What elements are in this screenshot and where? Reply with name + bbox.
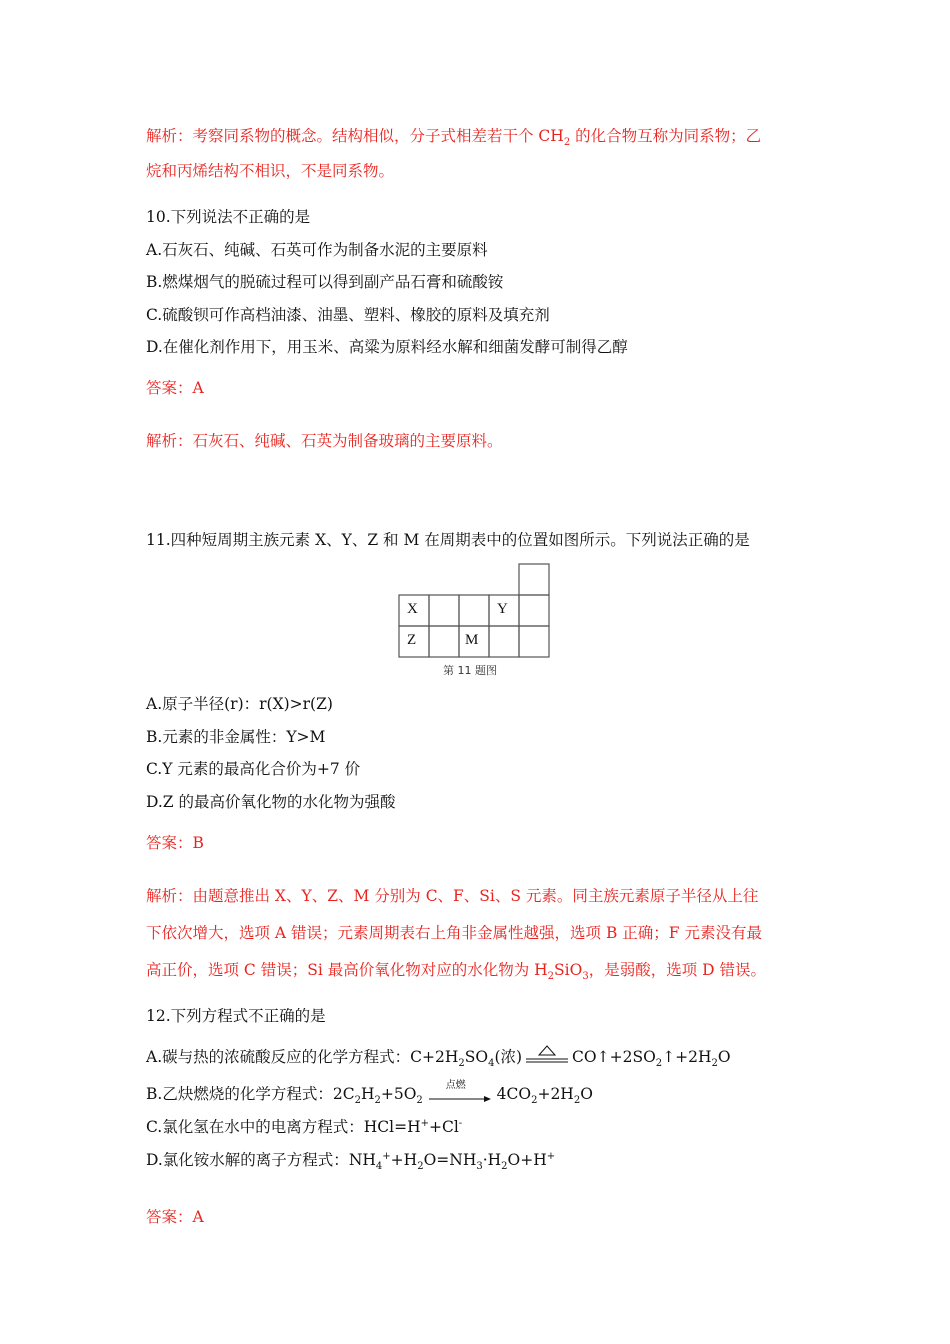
q10-answer: 答案：A xyxy=(146,379,204,397)
heat-triangle-icon xyxy=(522,1044,572,1066)
q9-analysis-text: 的化合物互称为同系物；乙 xyxy=(570,127,762,145)
q11-analysis-line2: 下依次增大，选项 A 错误；元素周期表右上角非金属性越强，选项 B 正确；F 元素没有最 xyxy=(146,924,762,942)
equation-b: $2C_2H_2+5O_2$ 点燃 $4CO_2+2H_2O$ xyxy=(332,1080,593,1107)
equation-d: $NH_4^++H_2O=NH_3\cdot H_2O+H^+$ xyxy=(348,1150,556,1173)
q11-answer: 答案：B xyxy=(146,834,204,852)
element-m-label: M xyxy=(465,632,479,648)
q9-analysis-line1 xyxy=(146,126,762,149)
periodic-table-figure xyxy=(397,563,553,683)
subscript: 2 xyxy=(563,137,571,149)
q10-option-d: D.在催化剂作用下，用玉米、高粱为原料经水解和细菌发酵可制得乙醇 xyxy=(146,338,628,356)
q10-option-a: A.石灰石、纯碱、石英可作为制备水泥的主要原料 xyxy=(146,241,488,259)
q9-analysis-line2: 烷和丙烯结构不相识，不是同系物。 xyxy=(146,162,395,180)
q12-answer: 答案：A xyxy=(146,1208,204,1226)
reaction-arrow-icon xyxy=(428,1094,492,1104)
q12-option-d xyxy=(146,1150,556,1173)
subscript: 2 xyxy=(547,971,555,983)
q12-option-label: C.氯化氢在水中的电离方程式： xyxy=(146,1118,364,1136)
equation-c: HCl=H++Cl- xyxy=(363,1117,463,1136)
q12-option-label: D.氯化铵水解的离子方程式： xyxy=(146,1151,349,1169)
q9-analysis-text: 解析：考察同系物的概念。结构相似，分子式相差若干个 CH xyxy=(146,127,564,145)
heat-condition xyxy=(522,1050,572,1066)
condition-text: 点燃 xyxy=(445,1080,466,1091)
ignite-condition xyxy=(428,1080,492,1103)
q12-option-a xyxy=(146,1047,731,1070)
element-x-label: X xyxy=(407,601,418,617)
q11-option-b: B.元素的非金属性：Y>M xyxy=(146,728,326,746)
q11-option-c: C.Y 元素的最高化合价为+7 价 xyxy=(146,760,361,778)
q10-option-c: C.硫酸钡可作高档油漆、油墨、塑料、橡胶的原料及填充剂 xyxy=(146,306,550,324)
subscript: 3 xyxy=(582,971,589,983)
figure-caption: 第 11 题图 xyxy=(443,664,497,677)
q12-option-c xyxy=(146,1117,462,1137)
q11-analysis-text: SiO xyxy=(554,961,583,979)
element-y-label: Y xyxy=(497,601,508,617)
q11-analysis-text: 高正价，选项 C 错误；Si 最高价氧化物对应的水化物为 H xyxy=(146,961,548,979)
q10-stem: 10.下列说法不正确的是 xyxy=(146,208,311,226)
q12-option-label: B.乙炔燃烧的化学方程式： xyxy=(146,1085,333,1103)
q10-analysis: 解析：石灰石、纯碱、石英为制备玻璃的主要原料。 xyxy=(146,432,503,450)
q11-analysis-text: ，是弱酸，选项 D 错误。 xyxy=(588,961,767,979)
q10-option-b: B.燃煤烟气的脱硫过程可以得到副产品石膏和硫酸铵 xyxy=(146,273,504,291)
q11-option-a: A.原子半径(r)：r(X)>r(Z) xyxy=(146,695,333,713)
q11-option-d: D.Z 的最高价氧化物的水化物为强酸 xyxy=(146,793,396,811)
equation-a: $C+2H_2SO_4$(浓) $CO↑+2SO_2↑+2H_2O$ xyxy=(410,1048,730,1066)
q11-analysis-line1: 解析：由题意推出 X、Y、Z、M 分别为 C、F、Si、S 元素。同主族元素原子半径从上往 xyxy=(146,887,759,905)
q12-option-b xyxy=(146,1080,593,1107)
q12-stem: 12.下列方程式不正确的是 xyxy=(146,1007,326,1025)
q11-stem: 11.四种短周期主族元素 X、Y、Z 和 M 在周期表中的位置如图所示。下列说法正确的是 xyxy=(146,531,750,549)
q12-option-label: A.碳与热的浓硫酸反应的化学方程式： xyxy=(146,1048,411,1066)
element-z-label: Z xyxy=(407,632,417,648)
q11-analysis-line3 xyxy=(146,960,767,983)
